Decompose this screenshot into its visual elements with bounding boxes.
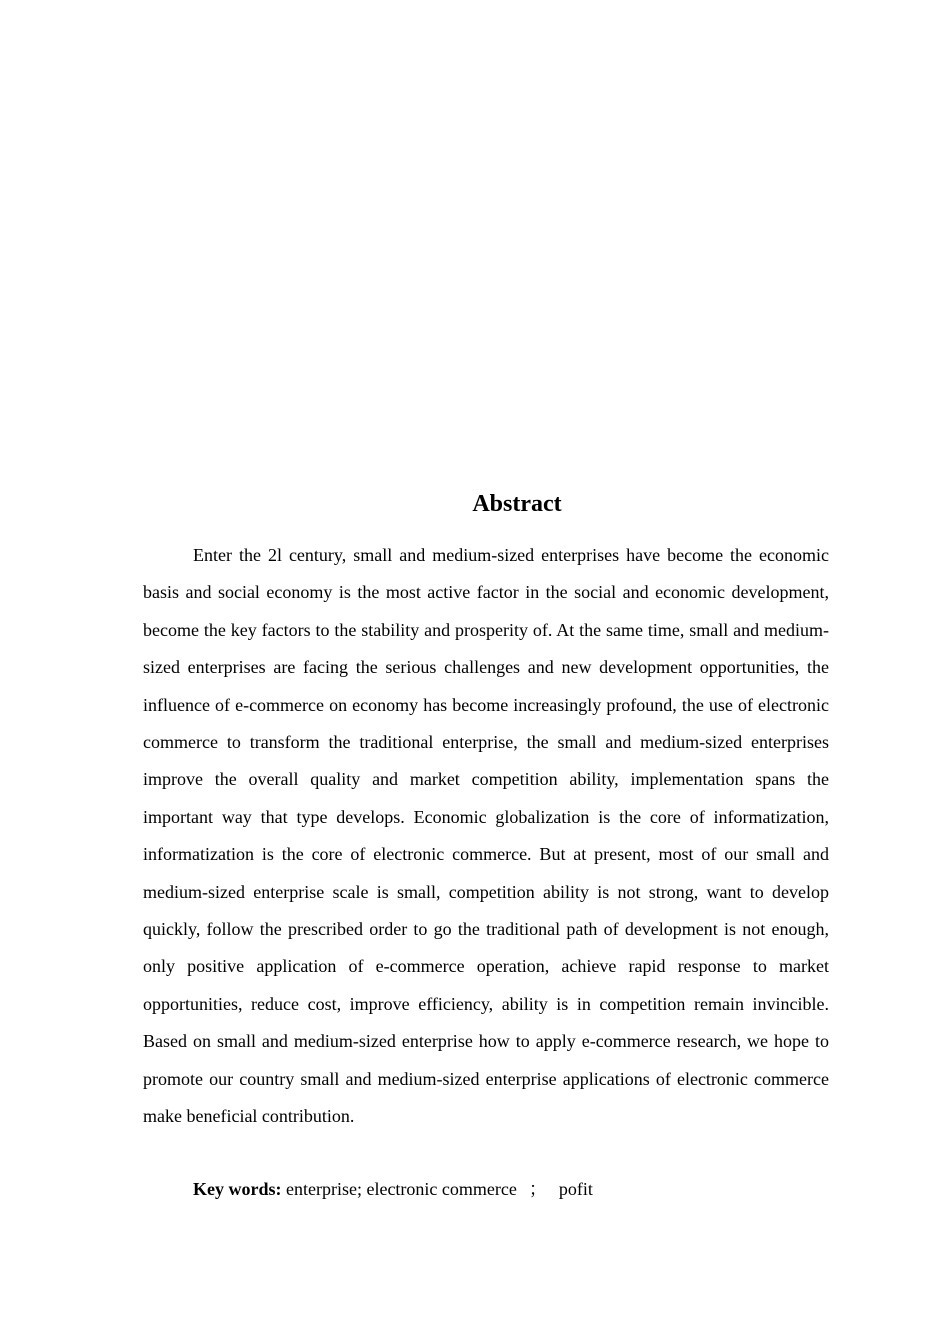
- keywords-last: pofit: [558, 1179, 593, 1199]
- keywords-line: [193, 1172, 593, 1206]
- abstract-title: Abstract: [472, 491, 562, 517]
- keywords-separator: ；: [528, 1179, 547, 1199]
- keywords-list: enterprise; electronic commerce: [286, 1179, 517, 1199]
- abstract-body: Enter the 2l century, small and medium-sized enterprises have become the economic basis and social economy is the most active factor in the social and economic development, become the key factors to the stability and prosperity of. At the same time, small and medium-sized enterprises are facing the serious challenges and new development opportunities, the influence of e-commerce on economy has become increasingly profound, the use of electronic commerce to transform the traditional enterprise, the small and medium-sized enterprises improve the overall quality and market competition ability, implementation spans the important way that type develops. Economic globalization is the core of informatization, informatization is the core of electronic commerce. But at present, most of our small and medium-sized enterprise scale is small, competition ability is not strong, want to develop quickly, follow the prescribed order to go the traditional path of development is not enough, only positive application of e-commerce operation, achieve rapid response to market opportunities, reduce cost, improve efficiency, ability is in competition remain invincible. Based on small and medium-sized enterprise how to apply e-commerce research, we hope to promote our country small and medium-sized enterprise applications of electronic commerce make beneficial contribution.: [143, 545, 829, 1127]
- keywords-label: Key words:: [193, 1179, 282, 1199]
